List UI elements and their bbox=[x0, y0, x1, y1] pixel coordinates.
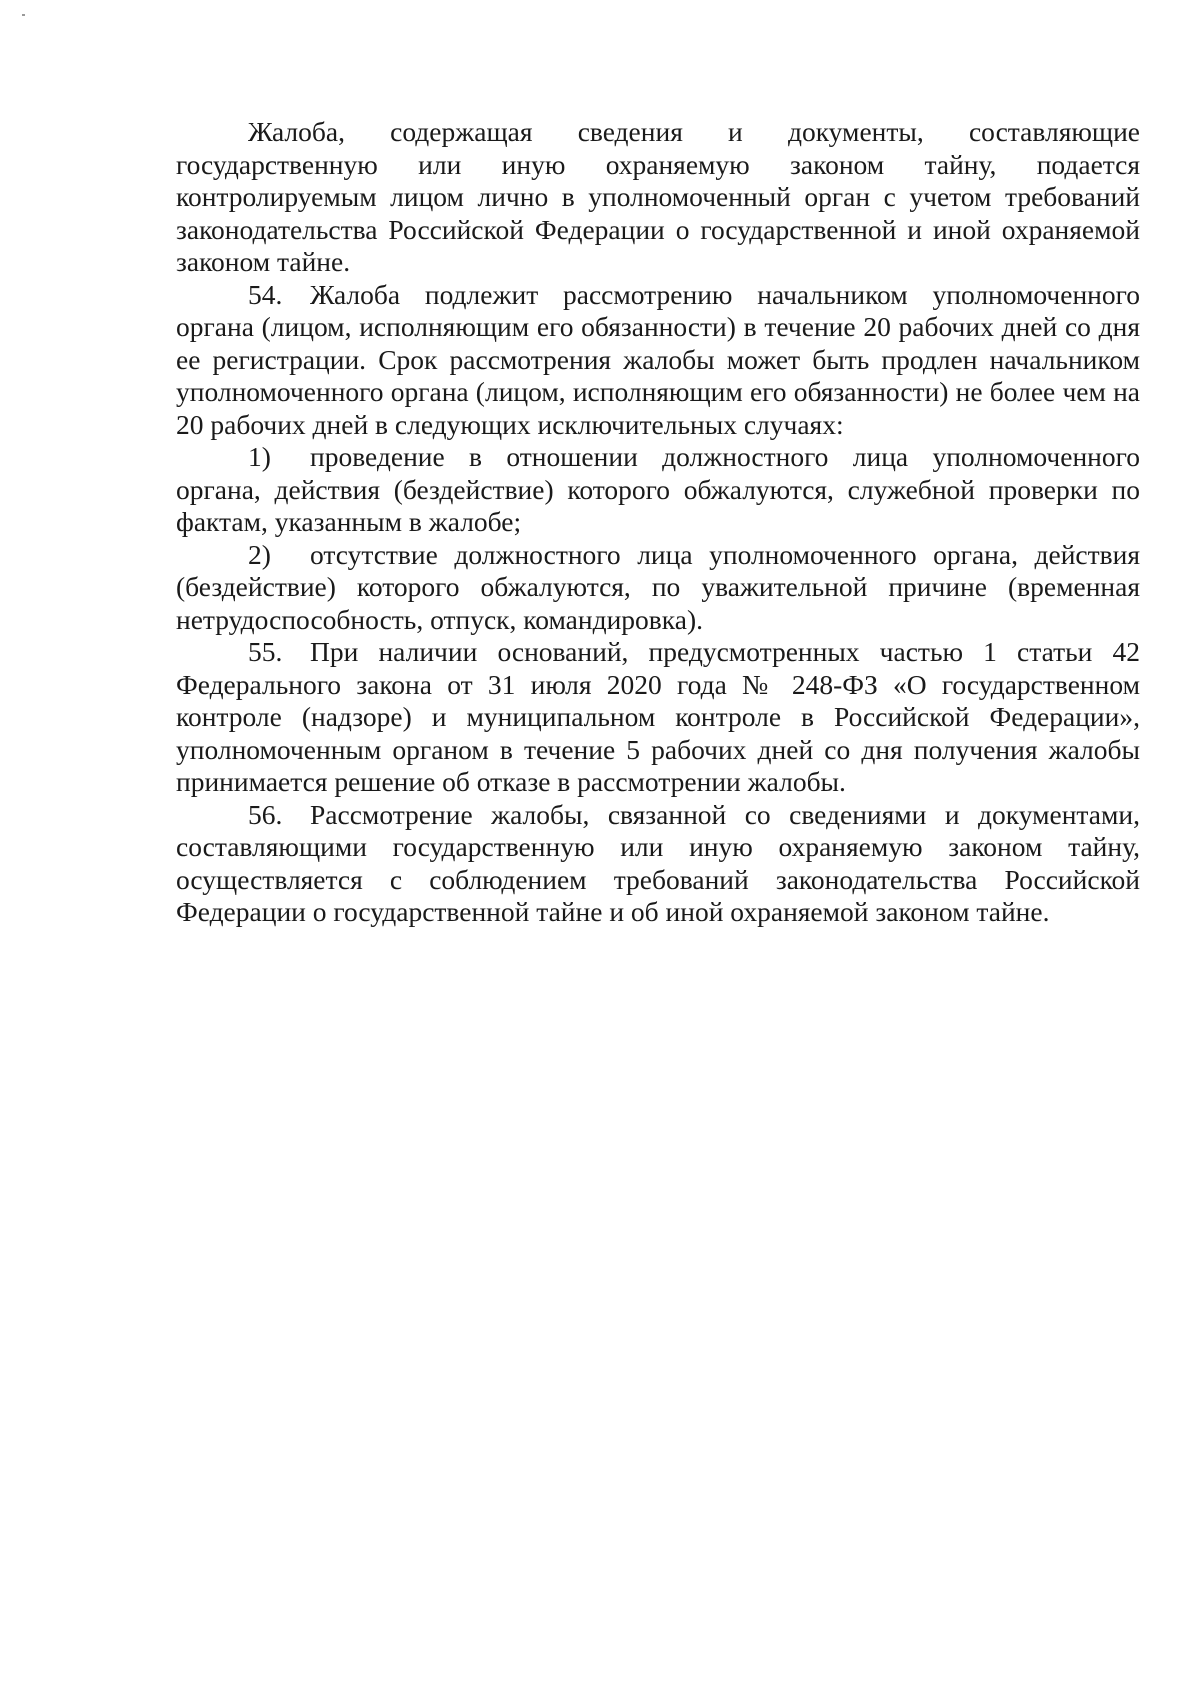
paragraph-number: 56. bbox=[248, 798, 283, 830]
list-item-1 bbox=[176, 441, 1140, 539]
paragraph-56 bbox=[176, 799, 1140, 929]
list-item-text: отсутствие должностного лица уполномоченного органа, действия (бездействие) которого обжалуются, по уважительной причине (временная нетрудоспособность, отпуск, командировка). bbox=[176, 538, 1140, 635]
paragraph-text: Жалоба, содержащая сведения и документы, составляющие государственную или иную охраняемую законом тайну, подается контролируемым лицом лично в уполномоченный орган с учетом требований законодательства Российской Федерации о государственной и иной охраняемой законом тайне. bbox=[176, 116, 1140, 277]
document-body bbox=[176, 116, 1140, 929]
paragraph-text: Жалоба подлежит рассмотрению начальником уполномоченного органа (лицом, исполняющим его обязанности) в течение 20 рабочих дней со дня ее регистрации. Срок рассмотрения жалобы может быть продлен начальником уполномоченного органа (лицом, исполняющим его обязанности) не более чем на 20 рабочих дней в следующих исключительных случаях: bbox=[176, 278, 1140, 440]
paragraph-classified-complaint bbox=[176, 116, 1140, 279]
paragraph-number: 55. bbox=[248, 636, 283, 667]
paragraph-54 bbox=[176, 279, 1140, 442]
scan-artifact bbox=[22, 14, 25, 16]
paragraph-number: 54. bbox=[248, 278, 283, 310]
paragraph-text: При наличии оснований, предусмотренных частью 1 статьи 42 Федерального закона от 31 июля 2020 года № 248-ФЗ «О государственном контроле (надзоре) и муниципальном контроле в Российской Федерации», уполномоченным органом в течение 5 рабочих дней со дня получения жалобы принимается решение об отказе в рассмотрении жалобы. bbox=[176, 636, 1140, 797]
paragraph-55 bbox=[176, 636, 1140, 799]
list-item-number: 1) bbox=[248, 441, 271, 472]
list-item-number: 2) bbox=[248, 538, 271, 570]
list-item-text: проведение в отношении должностного лица уполномоченного органа, действия (бездействие) которого обжалуются, служебной проверки по фактам, указанным в жалобе; bbox=[176, 441, 1140, 537]
paragraph-text: Рассмотрение жалобы, связанной со сведениями и документами, составляющими государственную или иную охраняемую законом тайну, осуществляется с соблюдением требований законодательства Российской Федерации о государственной тайне и об иной охраняемой законом тайне. bbox=[176, 798, 1140, 927]
list-item-2 bbox=[176, 539, 1140, 637]
